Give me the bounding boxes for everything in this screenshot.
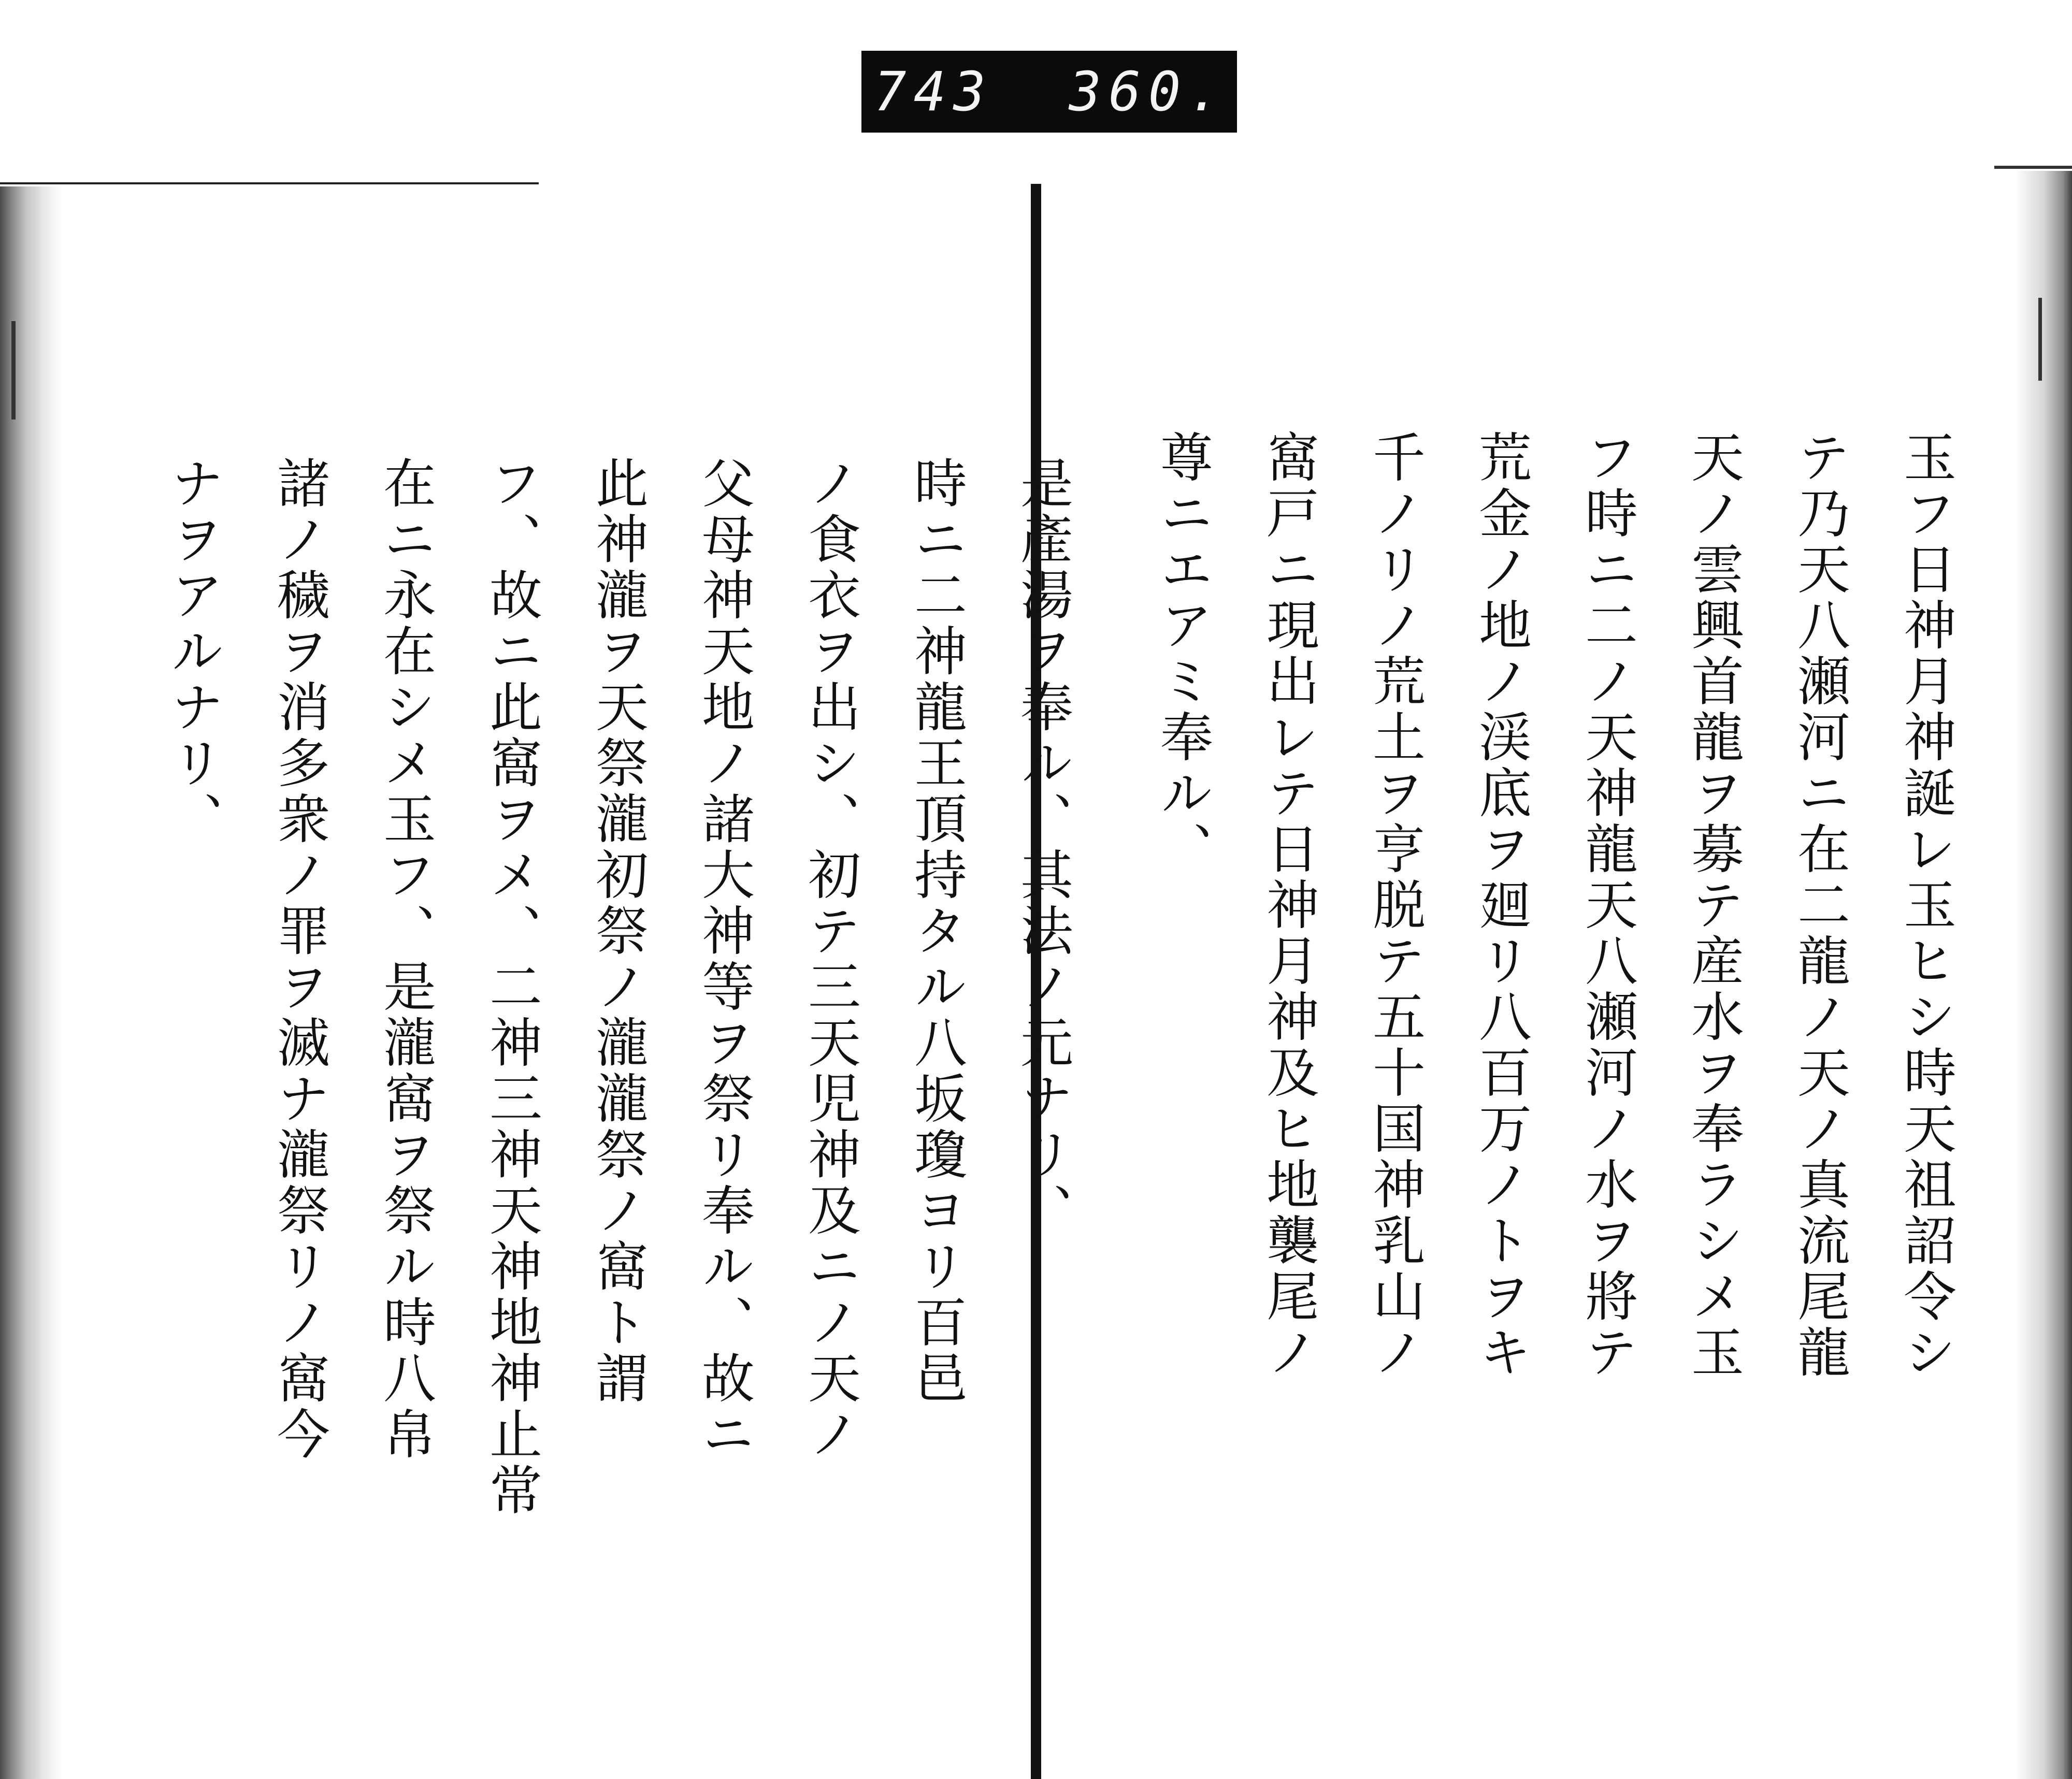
right_page-column: 玉フ日神月神誕レ玉ヒシ時天祖詔令シ (1895, 430, 1956, 1381)
right_page-column: 窩戸ニ現出レテ日神月神及ヒ地襲尾ノ (1258, 430, 1319, 1381)
right-page-text (1129, 430, 1979, 1621)
left_page-column: ナヲアルナリ、 (162, 456, 224, 847)
left_page-column: 此神瀧ヲ天祭瀧初祭ノ瀧瀧祭ノ窩ト謂 (587, 456, 649, 1407)
left-page-edge-shadow (0, 186, 62, 1779)
top-edge-rule-right (1994, 166, 2072, 169)
film-frame-counter (861, 51, 1237, 133)
right_page-column: テ乃天八瀬河ニ在二龍ノ天ノ真流尾龍 (1789, 430, 1850, 1381)
left_page-column: 時ニ二神龍王頂持タル八坂瓊ヨリ百邑 (905, 456, 967, 1407)
left_page-column: 在ニ永在シメ玉フ、是瀧窩ヲ祭ル時八帛 (375, 456, 436, 1463)
left-page (140, 456, 1073, 1642)
right_page-column: フ時ニ二ノ天神龍天八瀬河ノ水ヲ將テ (1576, 430, 1638, 1381)
left_page-column: 諸ノ穢ヲ消多衆ノ罪ヲ滅ナ瀧祭リノ窩今 (268, 456, 330, 1463)
right_page-column: 天ノ雲興首龍ヲ募テ産水ヲ奉ラシメ玉 (1682, 430, 1744, 1381)
page-number: 360. (1069, 60, 1228, 123)
right_page-column: 尊ニエアミ奉ル、 (1152, 430, 1213, 877)
left_page-column: ノ食衣ヲ出シ、初テ三天児神及ニノ天ノ (799, 456, 861, 1463)
right-page (1129, 430, 1968, 1621)
left_page-column: フ、故ニ此窩ヲメ、二神三神天神地神止常 (481, 456, 542, 1518)
right_page-column: 千ノリノ荒土ヲ亨脱テ五十国神乳山ノ (1364, 430, 1426, 1381)
top-edge-rule-left (0, 182, 539, 184)
left_page-column: 父母神天地ノ諸大神等ヲ祭リ奉ル、故ニ (693, 456, 755, 1463)
left-page-text (140, 456, 1096, 1642)
left-edge-mark (11, 321, 16, 420)
right-page-edge-shadow (2015, 171, 2072, 1779)
right-edge-mark (2038, 298, 2042, 381)
left_page-column: 是產湯ヲ奉ル、其法ノ元ナリ、 (1012, 456, 1073, 1239)
frame-number: 743 (874, 60, 993, 123)
right_page-column: 荒金ノ地ノ渓底ヲ廻リ八百万ノトヲキ (1470, 430, 1532, 1381)
